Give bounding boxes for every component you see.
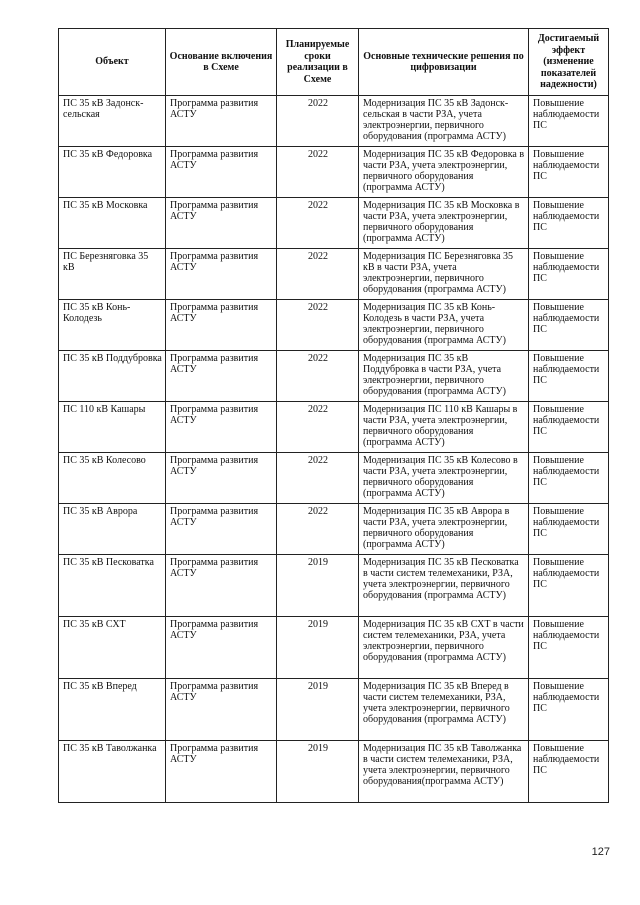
- table-row: [59, 617, 609, 679]
- cell-solution: Модернизация ПС 35 кВ Конь-Колодезь в части РЗА, учета электроэнергии, первичного оборудования (программа АСТУ): [359, 300, 529, 351]
- table-row: [59, 249, 609, 300]
- cell-basis: Программа развития АСТУ: [166, 453, 277, 504]
- table-row: [59, 453, 609, 504]
- cell-basis: Программа развития АСТУ: [166, 741, 277, 803]
- cell-effect: Повышение наблюдаемости ПС: [529, 453, 609, 504]
- cell-object: ПС 35 кВ Песковатка: [59, 555, 166, 617]
- table-row: [59, 147, 609, 198]
- table-header-row: [59, 29, 609, 96]
- cell-solution: Модернизация ПС 35 кВ Аврора в части РЗА, учета электроэнергии, первичного оборудования (программа АСТУ): [359, 504, 529, 555]
- cell-basis: Программа развития АСТУ: [166, 96, 277, 147]
- cell-year: 2019: [277, 555, 359, 617]
- cell-solution: Модернизация ПС 35 кВ Московка в части РЗА, учета электроэнергии, первичного оборудования (программа АСТУ): [359, 198, 529, 249]
- cell-object: ПС 35 кВ СХТ: [59, 617, 166, 679]
- cell-basis: Программа развития АСТУ: [166, 504, 277, 555]
- cell-object: ПС 35 кВ Вперед: [59, 679, 166, 741]
- table-row: [59, 351, 609, 402]
- cell-basis: Программа развития АСТУ: [166, 679, 277, 741]
- cell-solution: Модернизация ПС 35 кВ Вперед в части систем телемеханики, РЗА, учета электроэнергии, первичного оборудования (программа АСТУ): [359, 679, 529, 741]
- cell-solution: Модернизация ПС 35 кВ Задонск-сельская в части РЗА, учета электроэнергии, первичного оборудования (программа АСТУ): [359, 96, 529, 147]
- cell-effect: Повышение наблюдаемости ПС: [529, 96, 609, 147]
- cell-solution: Модернизация ПС 35 кВ Таволжанка в части систем телемеханики, РЗА, учета электроэнергии, первичного оборудования(программа АСТУ): [359, 741, 529, 803]
- cell-basis: Программа развития АСТУ: [166, 617, 277, 679]
- page-number: 127: [591, 846, 610, 858]
- cell-basis: Программа развития АСТУ: [166, 198, 277, 249]
- cell-object: ПС 35 кВ Таволжанка: [59, 741, 166, 803]
- cell-object: ПС Березняговка 35 кВ: [59, 249, 166, 300]
- cell-year: 2022: [277, 147, 359, 198]
- cell-year: 2022: [277, 249, 359, 300]
- cell-object: ПС 35 кВ Колесово: [59, 453, 166, 504]
- cell-year: 2022: [277, 96, 359, 147]
- cell-year: 2022: [277, 300, 359, 351]
- substation-digitalization-table: [58, 28, 609, 803]
- cell-basis: Программа развития АСТУ: [166, 402, 277, 453]
- header-planned-year: Планируемые сроки реализации в Схеме: [277, 29, 359, 96]
- cell-object: ПС 110 кВ Кашары: [59, 402, 166, 453]
- cell-year: 2019: [277, 741, 359, 803]
- table-row: [59, 504, 609, 555]
- cell-object: ПС 35 кВ Московка: [59, 198, 166, 249]
- cell-year: 2022: [277, 402, 359, 453]
- cell-effect: Повышение наблюдаемости ПС: [529, 147, 609, 198]
- table-row: [59, 402, 609, 453]
- cell-year: 2022: [277, 351, 359, 402]
- table-row: [59, 555, 609, 617]
- table-row: [59, 198, 609, 249]
- cell-solution: Модернизация ПС Березняговка 35 кВ в части РЗА, учета электроэнергии, первичного оборудования (программа АСТУ): [359, 249, 529, 300]
- table-row: [59, 741, 609, 803]
- cell-year: 2022: [277, 504, 359, 555]
- header-technical-solution: Основные технические решения по цифровизации: [359, 29, 529, 96]
- cell-solution: Модернизация ПС 35 кВ Песковатка в части систем телемеханики, РЗА, учета электроэнергии, первичного оборудования (программа АСТУ): [359, 555, 529, 617]
- cell-year: 2022: [277, 453, 359, 504]
- cell-solution: Модернизация ПС 110 кВ Кашары в части РЗА, учета электроэнергии, первичного оборудования (программа АСТУ): [359, 402, 529, 453]
- header-effect: Достигаемый эффект (изменение показателей надежности): [529, 29, 609, 96]
- cell-object: ПС 35 кВ Поддубровка: [59, 351, 166, 402]
- cell-effect: Повышение наблюдаемости ПС: [529, 300, 609, 351]
- header-basis: Основание включения в Схеме: [166, 29, 277, 96]
- cell-object: ПС 35 кВ Аврора: [59, 504, 166, 555]
- cell-basis: Программа развития АСТУ: [166, 147, 277, 198]
- cell-effect: Повышение наблюдаемости ПС: [529, 679, 609, 741]
- cell-object: ПС 35 кВ Федоровка: [59, 147, 166, 198]
- cell-effect: Повышение наблюдаемости ПС: [529, 741, 609, 803]
- cell-effect: Повышение наблюдаемости ПС: [529, 351, 609, 402]
- cell-effect: Повышение наблюдаемости ПС: [529, 555, 609, 617]
- cell-object: ПС 35 кВ Задонск-сельская: [59, 96, 166, 147]
- cell-effect: Повышение наблюдаемости ПС: [529, 249, 609, 300]
- cell-effect: Повышение наблюдаемости ПС: [529, 402, 609, 453]
- cell-solution: Модернизация ПС 35 кВ Колесово в части РЗА, учета электроэнергии, первичного оборудования (программа АСТУ): [359, 453, 529, 504]
- cell-basis: Программа развития АСТУ: [166, 249, 277, 300]
- table-row: [59, 300, 609, 351]
- cell-effect: Повышение наблюдаемости ПС: [529, 617, 609, 679]
- table-row: [59, 96, 609, 147]
- cell-solution: Модернизация ПС 35 кВ Федоровка в части РЗА, учета электроэнергии, первичного оборудования (программа АСТУ): [359, 147, 529, 198]
- cell-object: ПС 35 кВ Конь-Колодезь: [59, 300, 166, 351]
- cell-effect: Повышение наблюдаемости ПС: [529, 198, 609, 249]
- cell-effect: Повышение наблюдаемости ПС: [529, 504, 609, 555]
- cell-year: 2022: [277, 198, 359, 249]
- cell-solution: Модернизация ПС 35 кВ Поддубровка в части РЗА, учета электроэнергии, первичного оборудования (программа АСТУ): [359, 351, 529, 402]
- cell-basis: Программа развития АСТУ: [166, 300, 277, 351]
- cell-basis: Программа развития АСТУ: [166, 351, 277, 402]
- cell-solution: Модернизация ПС 35 кВ СХТ в части систем телемеханики, РЗА, учета электроэнергии, первичного оборудования (программа АСТУ): [359, 617, 529, 679]
- cell-basis: Программа развития АСТУ: [166, 555, 277, 617]
- cell-year: 2019: [277, 617, 359, 679]
- table-row: [59, 679, 609, 741]
- cell-year: 2019: [277, 679, 359, 741]
- table-body: [59, 96, 609, 803]
- header-object: Объект: [59, 29, 166, 96]
